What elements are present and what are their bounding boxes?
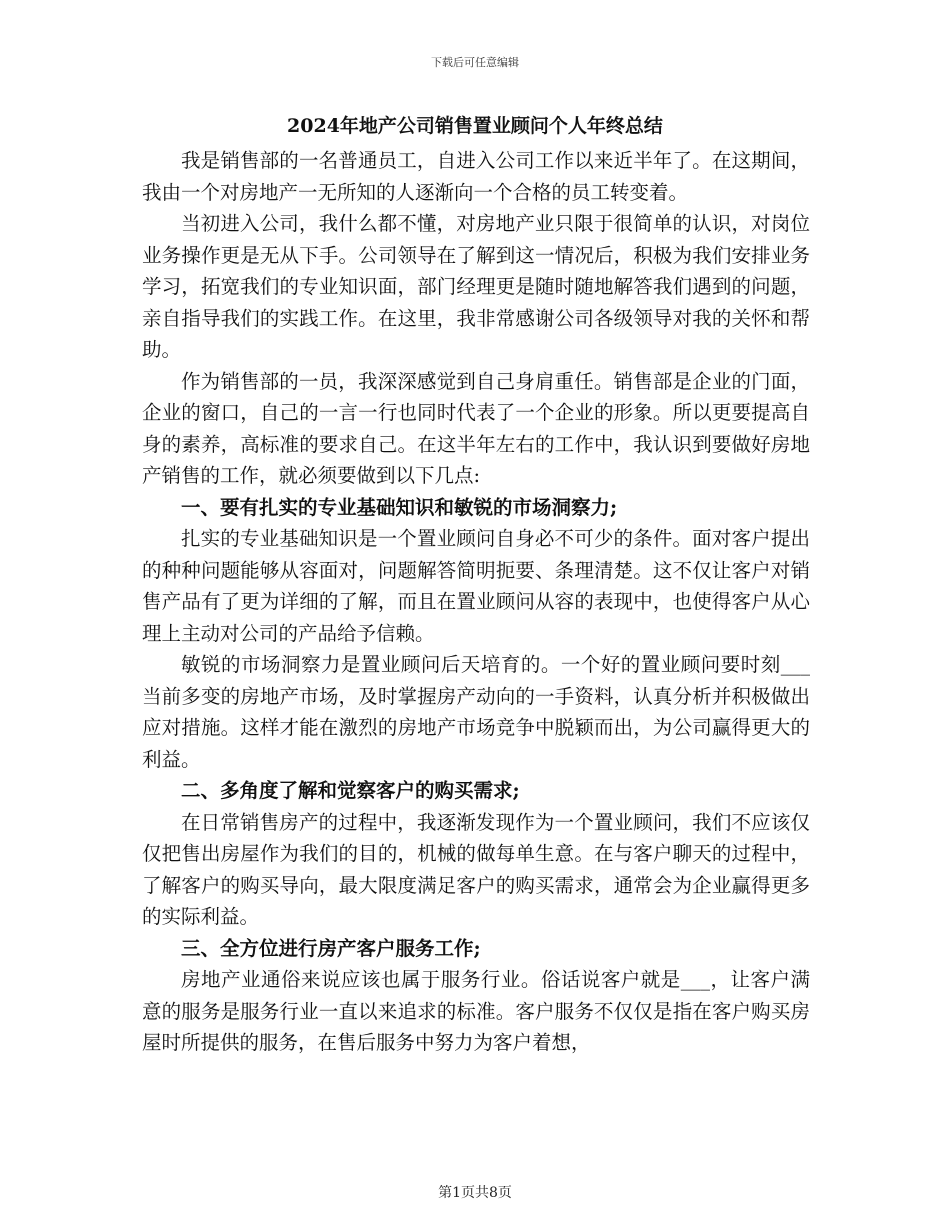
document-title: 2024年地产公司销售置业顾问个人年终总结 xyxy=(287,115,663,137)
paragraph: 扎实的专业基础知识是一个置业顾问自身必不可少的条件。面对客户提出的种种问题能够从容面对，问题解答简明扼要、条理清楚。这不仅让客户对销售产品有了更为详细的了解，而且在置业顾问从容的表现中，也使得客户从心理上主动对公司的产品给予信赖。 xyxy=(142,527,810,645)
paragraph: 敏锐的市场洞察力是置业顾问后天培育的。一个好的置业顾问要时刻___当前多变的房地产市场，及时掌握房产动向的一手资料，认真分析并积极做出应对措施。这样才能在激烈的房地产市场竞争中脱颖而出，为公司赢得更大的利益。 xyxy=(142,653,810,771)
paragraph: 我是销售部的一名普通员工，自进入公司工作以来近半年了。在这期间，我由一个对房地产一无所知的人逐渐向一个合格的员工转变着。 xyxy=(142,149,810,204)
page-number: 第1页共8页 xyxy=(438,1185,512,1201)
paragraph: 在日常销售房产的过程中，我逐渐发现作为一个置业顾问，我们不应该仅仅把售出房屋作为我们的目的，机械的做每单生意。在与客户聊天的过程中，了解客户的购买导向，最大限度满足客户的购买需求，通常会为企业赢得更多的实际利益。 xyxy=(142,810,810,928)
section-heading: 三、全方位进行房产客户服务工作; xyxy=(181,936,481,960)
header-note: 下载后可任意编辑 xyxy=(431,56,519,69)
section-heading: 二、多角度了解和觉察客户的购买需求; xyxy=(181,779,520,802)
document-body xyxy=(142,145,810,1059)
section-heading: 一、要有扎实的专业基础知识和敏锐的市场洞察力; xyxy=(181,495,618,519)
paragraph: 作为销售部的一员，我深深感觉到自己身肩重任。销售部是企业的门面，企业的窗口，自己的一言一行也同时代表了一个企业的形象。所以更要提高自身的素养，高标准的要求自己。在这半年左右的工作中，我认识到要做好房地产销售的工作，就必须要做到以下几点: xyxy=(142,369,810,487)
paragraph: 房地产业通俗来说应该也属于服务行业。俗话说客户就是___，让客户满意的服务是服务行业一直以来追求的标准。客户服务不仅仅是指在客户购买房屋时所提供的服务，在售后服务中努力为客户着想， xyxy=(142,968,810,1054)
paragraph: 当初进入公司，我什么都不懂，对房地产业只限于很简单的认识，对岗位业务操作更是无从下手。公司领导在了解到这一情况后，积极为我们安排业务学习，拓宽我们的专业知识面，部门经理更是随时随地解答我们遇到的问题，亲自指导我们的实践工作。在这里，我非常感谢公司各级领导对我的关怀和帮助。 xyxy=(142,212,810,361)
